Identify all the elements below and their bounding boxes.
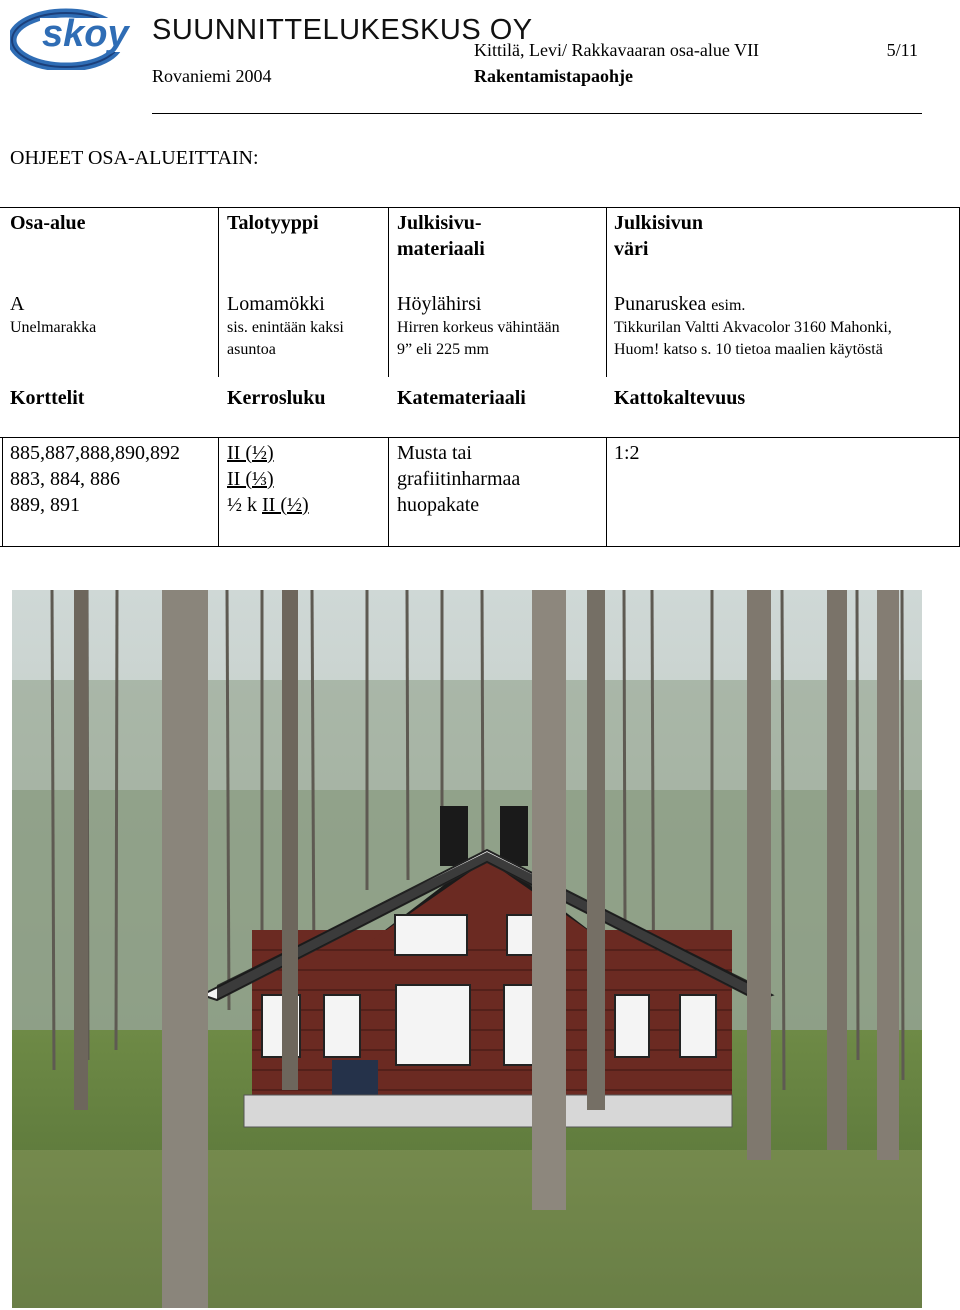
chimney-left (440, 806, 468, 866)
roof-slope: 1:2 (614, 442, 640, 464)
skoy-logo (10, 4, 140, 70)
floors-2: II (⅓) (227, 468, 274, 490)
header-talotyyppi: Talotyyppi (227, 212, 319, 234)
block-numbers-2: 883, 884, 886 (10, 468, 120, 490)
floors-3-main: II (½) (262, 494, 309, 516)
roofing-2: grafiitinharmaa (397, 468, 521, 490)
color-note-2: Huom! katso s. 10 tietoa maalien käytöstä (614, 341, 883, 358)
header-julkisivun-vari-2: väri (614, 238, 649, 260)
roofing-3: huopakate (397, 494, 480, 516)
floors-3-prefix: ½ k (227, 494, 262, 516)
header-julkisivumateriaali-2: materiaali (397, 238, 485, 260)
table-rule (0, 207, 960, 208)
header-kattokaltevuus: Kattokaltevuus (614, 387, 746, 409)
guideline-table (0, 207, 960, 547)
table-divider (606, 437, 607, 546)
block-numbers-3: 889, 891 (10, 494, 80, 516)
floors-1: II (½) (227, 442, 274, 464)
header-julkisivumateriaali-1: Julkisivu- (397, 212, 482, 234)
color-esim: esim. (711, 297, 746, 314)
svg-text:skoy: skoy (42, 13, 129, 55)
table-divider (388, 207, 389, 377)
color-name: Punaruskea (614, 293, 707, 315)
house-note-2: asuntoa (227, 341, 276, 358)
header-kerrosluku: Kerrosluku (227, 387, 326, 409)
header-katemateriaali: Katemateriaali (397, 387, 526, 409)
table-rule (0, 546, 960, 547)
header-rule (152, 113, 922, 114)
header-osa-alue: Osa-alue (10, 212, 86, 234)
project-name: Kittilä, Levi/ Rakkavaaran osa-alue VII (474, 40, 760, 60)
stone-plinth (244, 1095, 732, 1127)
table-divider (2, 437, 3, 546)
header-korttelit: Korttelit (10, 387, 85, 409)
table-divider (218, 437, 219, 546)
lichen-patches (12, 1150, 922, 1308)
roofing-1: Musta tai (397, 442, 472, 464)
material-note-1: Hirren korkeus vähintään (397, 319, 560, 336)
facade-material: Höylähirsi (397, 293, 482, 315)
table-divider (218, 207, 219, 377)
table-divider (606, 207, 607, 377)
page-number: 5/11 (886, 40, 918, 60)
house-type: Lomamökki (227, 293, 325, 315)
block-numbers-1: 885,887,888,890,892 (10, 442, 180, 464)
house-forest-photo (12, 590, 922, 1308)
area-code: A (10, 293, 25, 315)
company-name: SUUNNITTELUKESKUS OY (152, 14, 533, 46)
place-year: Rovaniemi 2004 (152, 66, 272, 86)
facade-color (614, 291, 745, 317)
section-title: OHJEET OSA-ALUEITTAIN: (10, 147, 259, 169)
table-divider (388, 437, 389, 546)
document-title: Rakentamistapaohje (474, 66, 634, 86)
color-note-1: Tikkurilan Valtti Akvacolor 3160 Mahonki, (614, 319, 892, 336)
floors-3 (227, 492, 309, 518)
chimney-right (500, 806, 528, 866)
table-rule (0, 437, 960, 438)
header-julkisivun-vari-1: Julkisivun (614, 212, 703, 234)
material-note-2: 9” eli 225 mm (397, 341, 489, 358)
house-note-1: sis. enintään kaksi (227, 319, 344, 336)
area-name: Unelmarakka (10, 319, 97, 336)
